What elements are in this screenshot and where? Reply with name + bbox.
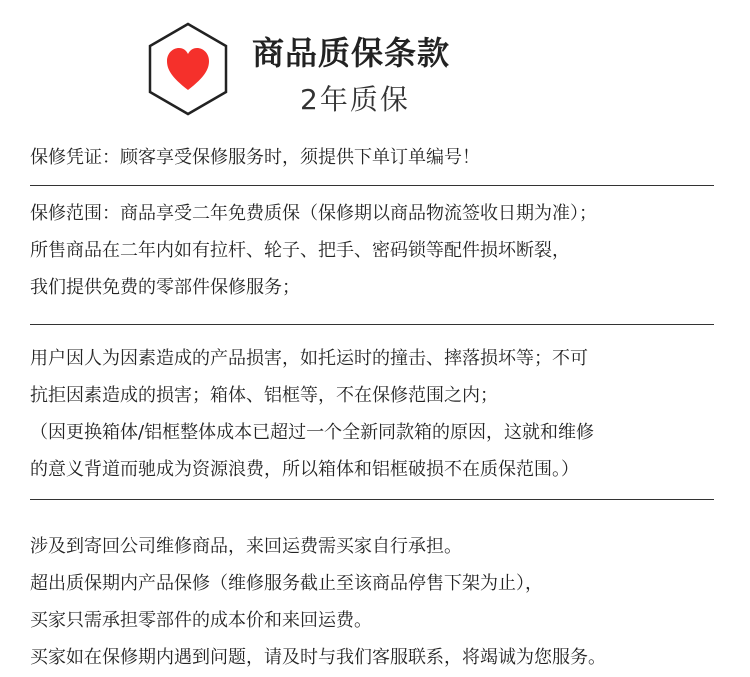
page-title: 商品质保条款 xyxy=(252,34,451,72)
section-line: 买家只需承担零部件的成本价和来回运费。 xyxy=(30,610,372,631)
divider xyxy=(30,324,714,325)
section-line: 保修范围：商品享受二年免费质保（保修期以商品物流签收日期为准）； xyxy=(30,203,597,224)
section-shipping-costs xyxy=(30,528,720,676)
section-warranty-scope xyxy=(30,195,720,306)
page-subtitle: 2年质保 xyxy=(300,83,410,116)
section-warranty-certificate xyxy=(30,139,720,176)
heart-icon xyxy=(167,48,209,90)
section-line: 的意义背道而驰成为资源浪费，所以箱体和铝框破损不在质保范围。） xyxy=(30,459,579,480)
section-line: 抗拒因素造成的损害；箱体、铝框等，不在保修范围之内； xyxy=(30,385,498,406)
section-line: 我们提供免费的零部件保修服务； xyxy=(30,277,300,298)
divider xyxy=(30,185,714,186)
section-line: 买家如在保修期内遇到问题，请及时与我们客服联系，将竭诚为您服务。 xyxy=(30,647,606,668)
section-exclusions xyxy=(30,340,720,488)
section-line: 涉及到寄回公司维修商品，来回运费需买家自行承担。 xyxy=(30,536,462,557)
section-line: 保修凭证：顾客享受保修服务时，须提供下单订单编号！ xyxy=(30,147,480,168)
section-line: 用户因人为因素造成的产品损害，如托运时的撞击、摔落损坏等；不可 xyxy=(30,348,588,369)
section-line: 超出质保期内产品保修（维修服务截止至该商品停售下架为止）， xyxy=(30,573,543,594)
heart-badge-icon xyxy=(147,22,229,116)
section-line: 所售商品在二年内如有拉杆、轮子、把手、密码锁等配件损坏断裂， xyxy=(30,240,570,261)
section-line: （因更换箱体/铝框整体成本已超过一个全新同款箱的原因，这就和维修 xyxy=(30,422,595,443)
header xyxy=(0,0,750,130)
divider xyxy=(30,499,714,500)
